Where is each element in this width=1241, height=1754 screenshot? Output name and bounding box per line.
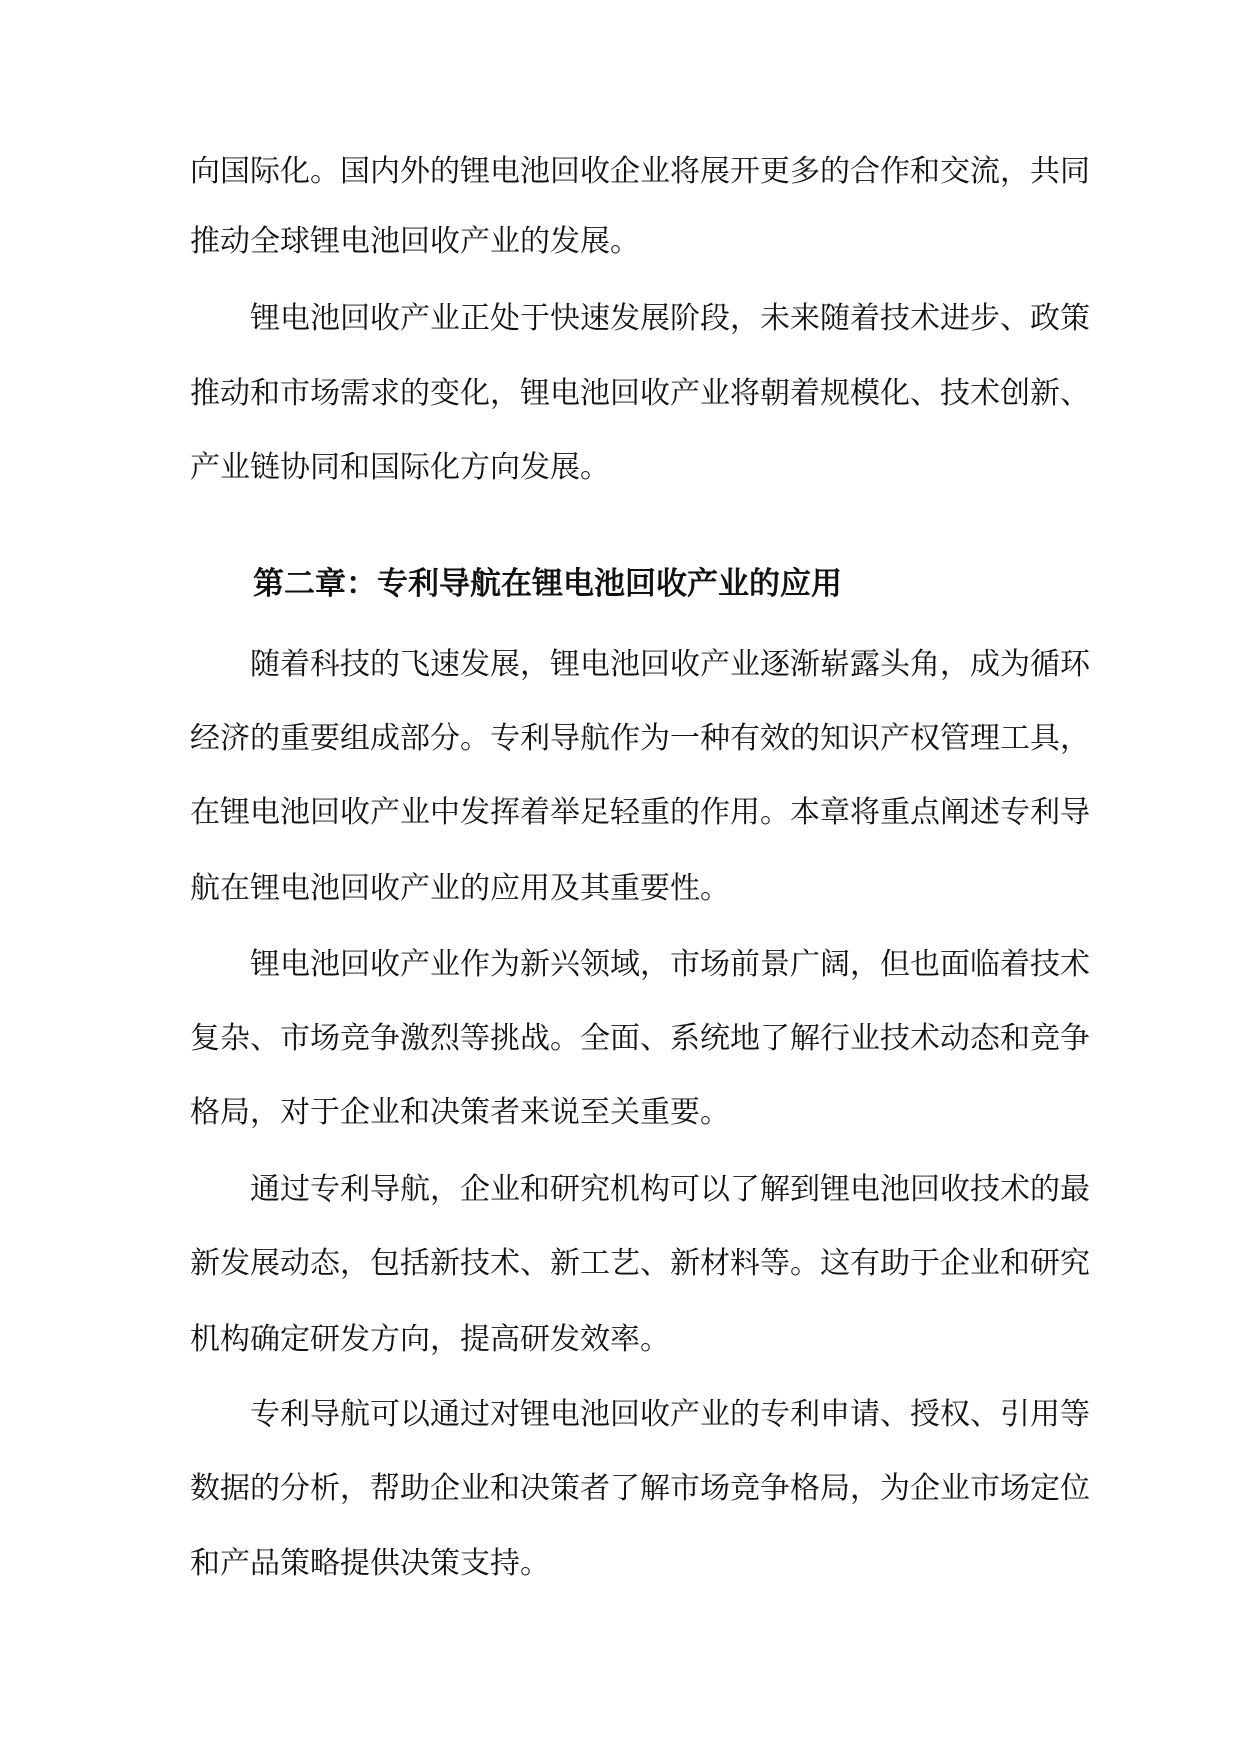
paragraph-1-line-1: 向国际化。国内外的锂电池回收企业将展开更多的合作和交流，共同 bbox=[190, 154, 1090, 189]
paragraph-4-line-3: 格局，对于企业和决策者来说至关重要。 bbox=[190, 1095, 730, 1130]
paragraph-3-line-2: 经济的重要组成部分。专利导航作为一种有效的知识产权管理工具， bbox=[190, 721, 1090, 756]
paragraph-2-line-2: 推动和市场需求的变化，锂电池回收产业将朝着规模化、技术创新、 bbox=[190, 376, 1090, 411]
paragraph-2-line-1: 锂电池回收产业正处于快速发展阶段，未来随着技术进步、政策 bbox=[250, 301, 1090, 336]
paragraph-4-line-2: 复杂、市场竞争激烈等挑战。全面、系统地了解行业技术动态和竞争 bbox=[190, 1021, 1090, 1056]
paragraph-5-line-3: 机构确定研发方向，提高研发效率。 bbox=[190, 1322, 670, 1357]
paragraph-1-line-2: 推动全球锂电池回收产业的发展。 bbox=[190, 224, 640, 259]
paragraph-5-line-2: 新发展动态，包括新技术、新工艺、新材料等。这有助于企业和研究 bbox=[190, 1246, 1090, 1281]
paragraph-5-line-1: 通过专利导航，企业和研究机构可以了解到锂电池回收技术的最 bbox=[250, 1172, 1090, 1207]
paragraph-3-line-3: 在锂电池回收产业中发挥着举足轻重的作用。本章将重点阐述专利导 bbox=[190, 795, 1090, 830]
chapter-heading: 第二章：专利导航在锂电池回收产业的应用 bbox=[253, 566, 842, 602]
paragraph-3-line-1: 随着科技的飞速发展，锂电池回收产业逐渐崭露头角，成为循环 bbox=[250, 647, 1090, 682]
paragraph-4-line-1: 锂电池回收产业作为新兴领域，市场前景广阔，但也面临着技术 bbox=[250, 947, 1090, 982]
paragraph-3-line-4: 航在锂电池回收产业的应用及其重要性。 bbox=[190, 871, 730, 906]
paragraph-2-line-3: 产业链协同和国际化方向发展。 bbox=[190, 450, 610, 485]
paragraph-6-line-1: 专利导航可以通过对锂电池回收产业的专利申请、授权、引用等 bbox=[250, 1397, 1090, 1432]
paragraph-6-line-2: 数据的分析，帮助企业和决策者了解市场竞争格局，为企业市场定位 bbox=[190, 1471, 1090, 1506]
paragraph-6-line-3: 和产品策略提供决策支持。 bbox=[190, 1546, 550, 1581]
